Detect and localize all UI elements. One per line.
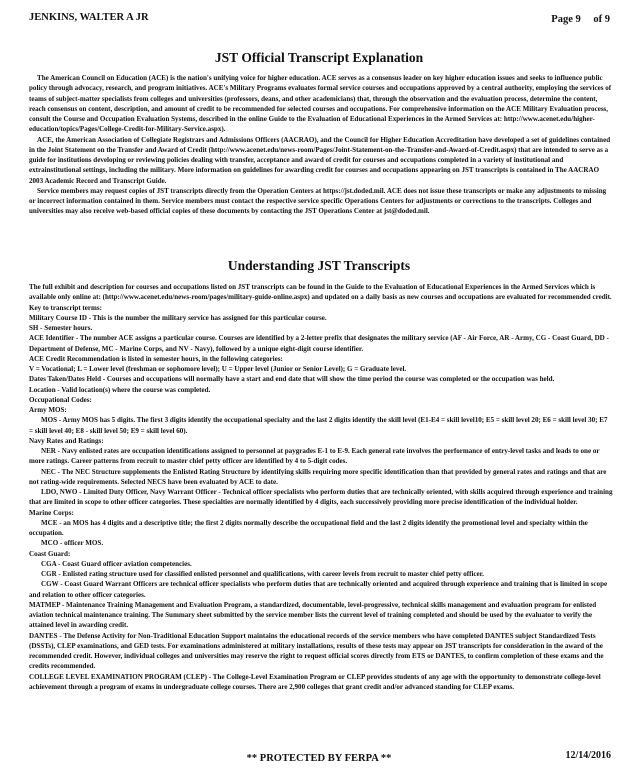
explanation-body	[29, 73, 613, 217]
section-title-understanding: Understanding JST Transcripts	[227, 258, 411, 273]
term-line: CGW - Coast Guard Warrant Officers are technical officer specialists who perform duties that are technically oriented and acquired through experience and training that is limited in scope and relation to other officer categories.	[29, 580, 608, 599]
term-line: CGR - Enlisted rating structure used for classified enlisted personnel and qualifications, with career levels from recruit to master chief petty officer.	[41, 570, 484, 578]
term-line: ACE Credit Recommendation is listed in semester hours, in the following categories:	[29, 354, 283, 363]
term-line: Key to transcript terms:	[29, 303, 102, 312]
term-line: MATMEP - Maintenance Training Management and Evaluation Program, a standardized, documentable, level-progressive, technical skills management and evaluation program for enlisted aviation technical maintenance training. The Summary sheet submitted by the service member lists the current level of training completed and should be used by the evaluator to verify the attained level in awarding credit.	[29, 600, 597, 630]
term-line: Coast Guard:	[29, 549, 71, 558]
paragraph: The American Council on Education (ACE) is the nation's unifying voice for higher education. ACE serves as a consensus leader on key higher education issues and seeks to influence public policy through advocacy, research, and program initiatives. ACE's Military Programs evaluates formal service courses and occupations approved by a central authority, employing the services of teams of subject-matter specialists from colleges and universities (professors, deans, and other academicians) that, through the observation and the evaluation process, determine the content, reach consensus on content, description, and amount of credit to be recommended for selected courses and occupations. For comprehensive information on the ACE Military Evaluation process, consult the Course and Occupation Evaluation Systems, described in the online Guide to the Evaluation of Educational Experiences in the Armed Services at: http://www.acenet.edu/higher-education/topics/Pages/College-Credit-for-Military-Service.aspx).	[29, 74, 612, 134]
term-line: COLLEGE LEVEL EXAMINATION PROGRAM (CLEP) - The College-Level Examination Program or CLEP provides students of any age with the opportunity to demonstrate college-level achievement through a program of exams in undergraduate college courses. There are 2,900 colleges that grant credit and/or advanced standing for CLEP exams.	[29, 672, 601, 691]
term-line: SH - Semester hours.	[29, 324, 93, 332]
term-line: MCE - an MOS has 4 digits and a descriptive title; the first 2 digits normally describe the occupational field and the last 2 digits identify the promotional level and specialty within the occupation.	[29, 518, 588, 537]
term-line: DANTES - The Defense Activity for Non-Traditional Education Support maintains the educational records of the service members who have completed DANTES subject Standardized Tests (DSSTs), CLEP examinations, and GED tests. For examinations administered at military installations, results of these tests may appear on JST transcripts for consideration in the award of the recommended credit. However, individual colleges and universities may reserve the right to request official scores directly from ETS or DANTES, to confirm completion of these exams and the credits recommended.	[29, 631, 604, 671]
student-name: JENKINS, WALTER A JR	[29, 12, 149, 23]
term-line: Dates Taken/Dates Held - Courses and occupations will normally have a start and end date that will show the time period the course was completed or the occupation was held.	[29, 375, 555, 384]
paragraph: Service members may request copies of JST transcripts directly from the Operation Centers at https://jst.doded.mil. ACE does not issue these transcripts or make any adjustments to missing or incorrect information contained in them. Service members must contact the respective service specific Operations Centers for adjustments or corrections to the transcripts. Colleges and universities may also receive web-based official copies of these documents by contacting the JST Operations Center at jst@doded.mil.	[29, 186, 607, 216]
print-date: 12/14/2016	[565, 750, 611, 761]
understanding-body	[29, 282, 613, 692]
term-line: Occupational Codes:	[29, 395, 92, 404]
term-line: NEC - The NEC Structure supplements the Enlisted Rating Structure by identifying skills requiring more specific identification than that provided by general rates and ratings and that are not rating-wide requirements. Selected NECS have been evaluated by ACE to date.	[29, 467, 607, 486]
term-line: Military Course ID - This is the number the military service has assigned for this particular course.	[29, 313, 327, 322]
term-line: NER - Navy enlisted rates are occupation identifications assigned to personnel at paygrades E-1 to E-9. Each general rate involves the performance of entry-level tasks and leads to one or more ratings. Career patterns from recruit to master chief petty officer are identified by 4 to 5-digit codes.	[29, 447, 600, 466]
term-line: Navy Rates and Ratings:	[29, 436, 104, 445]
term-line: V = Vocational; L = Lower level (freshman or sophomore level); U = Upper level (Junior or Senior Level); G = Graduate level.	[29, 365, 407, 373]
term-line: ACE Identifier - The number ACE assigns a particular course. Courses are identified by a 2-letter prefix that designates the military service (AF - Air Force, AR - Army, CG - Coast Guard, DD - Department of Defense, MC - Marine Corps, and NV - Navy), followed by a unique eight-digit course identifier.	[29, 334, 609, 353]
term-line: The full exhibit and description for courses and occupations listed on JST transcripts can be found in the Guide to the Evaluation of Educational Experiences in the Armed Services which is available only online at: (http://www.acenet.edu/news-room/pages/military-guide-online.aspx) and updated on a daily basis as new courses and occupations are evaluated for recommended credit.	[29, 283, 612, 302]
term-line: Marine Corps:	[29, 508, 74, 517]
page-indicator	[541, 14, 610, 25]
page-number: Page 9	[551, 14, 581, 25]
section-title-explanation: JST Official Transcript Explanation	[214, 50, 424, 65]
ferpa-notice: ** PROTECTED BY FERPA **	[246, 753, 392, 764]
page-total: of 9	[593, 14, 610, 25]
term-line: CGA - Coast Guard officer aviation competencies.	[41, 559, 192, 568]
term-line: Army MOS:	[29, 406, 67, 414]
term-line: LDO, NWO - Limited Duty Officer, Navy Warrant Officer - Technical officer specialists who perform duties that are technically oriented, with skills acquired through experience and training that are limited in scope to other officer categories. These specialties are normally identified by 4 digits, each successively providing more precise identification of the individual holder.	[29, 488, 613, 507]
term-line: MOS - Army MOS has 5 digits. The first 3 digits identify the occupational specialty and the last 2 digits identify the skill level (E1-E4 = skill level10; E5 = skill level 20; E6 = skill level 30; E7 = skill level 40; E8 - skill level 50; E9 = skill level 60).	[29, 416, 608, 435]
term-line: MCO - officer MOS.	[41, 539, 104, 548]
paragraph: ACE, the American Association of Collegiate Registrars and Admissions Officers (AACRAO), and the Council for Higher Education Accreditation have developed a set of guidelines contained in the Joint Statement on the Transfer and Award of Credit (http://www.acenet.edu/news-room/Pages/Joint-Statement-on-the-Transfer-and-Award-of-Credit.aspx) that are intended to serve as a guide for institutions developing or reviewing policies dealing with transfer, acceptance and award of credit for courses and occupations completed in a variety of institutional and extrainstitutional settings, including the military. More information on guidelines for awarding credit for courses and occupations appearing on JST transcripts is contained in The AACRAO 2003 Academic Record and Transcript Guide.	[29, 135, 611, 185]
term-line: Location - Valid location(s) where the course was completed.	[29, 385, 211, 394]
